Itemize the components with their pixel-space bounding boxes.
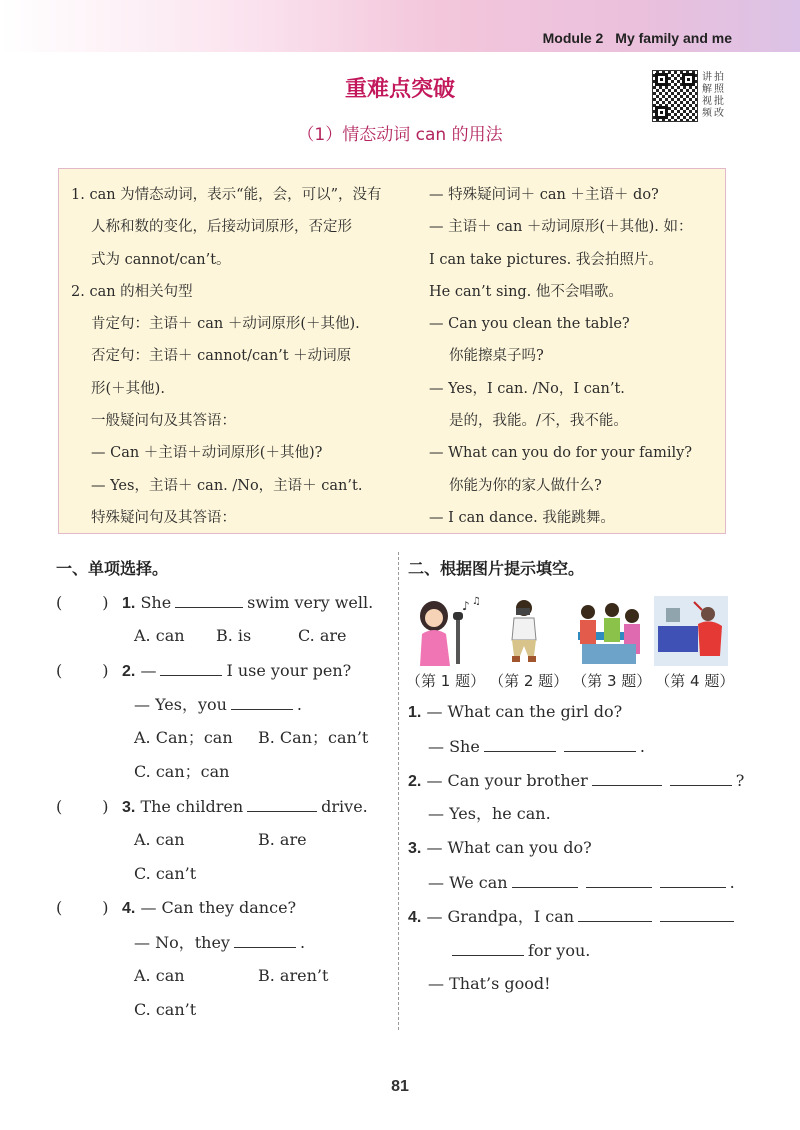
qr-caption: 讲 拍 解 照 视 批 频 改 (702, 72, 724, 119)
mc-options-4 (134, 964, 328, 988)
fill-question-2: 2. — Can your brother ? (408, 768, 744, 792)
page-number: 81 (391, 1078, 409, 1095)
fill-answer-4: — That’s good! (428, 974, 551, 993)
answer-blank[interactable] (484, 734, 556, 752)
answer-blank[interactable] (564, 734, 636, 752)
fill-question-1: 1. — What can the girl do? (408, 702, 623, 721)
caption-1: （第 1 题） (406, 672, 486, 690)
grandpa-fixing-picture (654, 596, 728, 666)
answer-blank[interactable] (452, 938, 524, 956)
page-title: 重难点突破 (344, 77, 455, 102)
answer-blank[interactable] (247, 794, 317, 812)
grammar-line: — Can ＋主语＋动词原形(＋其他)? (91, 445, 323, 462)
option-c[interactable]: C. are (298, 626, 347, 645)
answer-blank[interactable] (670, 768, 732, 786)
picture-strip (408, 596, 728, 668)
mc-question-1: ( ) 1. She swim very well. (56, 590, 373, 614)
answer-blank[interactable] (234, 930, 296, 948)
question-number: 1. (122, 595, 136, 612)
mc-options-3b (134, 862, 196, 886)
grammar-line: — I can dance. 我能跳舞。 (429, 509, 615, 526)
option-b[interactable]: B. aren’t (258, 966, 329, 985)
answer-bracket[interactable]: ( ) (56, 797, 109, 816)
module-number: Module 2 (542, 30, 604, 46)
grammar-line: 你能擦桌子吗? (449, 348, 544, 365)
answer-blank[interactable] (512, 870, 578, 888)
picture-captions (406, 670, 738, 691)
grammar-line: 形(＋其他). (91, 380, 165, 397)
grammar-line: 是的，我能。/不，我不能。 (449, 413, 628, 430)
grammar-line: — Can you clean the table? (429, 316, 630, 333)
grammar-line: I can take pictures. 我会拍照片。 (429, 251, 663, 268)
question-number: 4. (122, 900, 136, 917)
fill-answer-3: — We can . (428, 870, 735, 894)
girl-singing-picture (408, 596, 486, 666)
mc-answer-line-4: — No，they . (134, 930, 305, 954)
option-c[interactable]: C. can’t (134, 864, 197, 883)
option-b[interactable]: B. are (258, 830, 307, 849)
fill-question-3: 3. — What can you do? (408, 838, 592, 857)
grammar-line: 否定句：主语＋ cannot/can’t ＋动词原 (91, 348, 352, 365)
answer-blank[interactable] (160, 658, 222, 676)
section2-heading: 二、根据图片提示填空。 (408, 559, 585, 578)
grammar-box (58, 168, 726, 534)
svg-text:♫: ♫ (472, 596, 481, 607)
option-b[interactable]: B. is (216, 626, 252, 645)
option-c[interactable]: C. can’t (134, 1000, 197, 1019)
section1-heading: 一、单项选择。 (56, 559, 169, 578)
fill-answer-4-line2: for you. (448, 938, 590, 962)
caption-4: （第 4 题） (655, 672, 735, 690)
fill-answer-2: — Yes，he can. (428, 804, 551, 823)
option-a[interactable]: A. can (134, 830, 185, 849)
grammar-line: — 主语＋ can ＋动词原形(＋其他). 如： (429, 219, 693, 236)
section-subtitle: （1）情态动词 can 的用法 (297, 125, 503, 145)
answer-bracket[interactable]: ( ) (56, 898, 109, 917)
grammar-line: 1. can 为情态动词，表示“能，会，可以”，没有 (71, 187, 382, 203)
grammar-line: 你能为你的家人做什么? (449, 477, 602, 494)
grammar-line: — 特殊疑问词＋ can ＋主语＋ do? (429, 187, 659, 203)
grammar-line: — Yes，主语＋ can. /No，主语＋ can’t. (91, 477, 363, 494)
svg-text:♪: ♪ (462, 599, 470, 613)
question-number: 3. (122, 799, 136, 816)
mc-answer-line-2: — Yes，you . (134, 692, 302, 716)
grammar-line: — What can you do for your family? (429, 445, 693, 462)
unit-title: My family and me (615, 30, 732, 46)
fill-question-4: 4. — Grandpa，I can (408, 904, 738, 928)
qr-block[interactable] (652, 70, 726, 122)
question-number: 4. (408, 909, 422, 926)
qr-code-icon[interactable] (652, 70, 698, 122)
mc-options-1 (134, 624, 347, 648)
grammar-line: — Yes，I can. /No，I can’t. (429, 380, 625, 397)
grammar-line: 2. can 的相关句型 (71, 283, 193, 300)
caption-3: （第 3 题） (572, 672, 652, 690)
module-label (543, 30, 732, 46)
grammar-left-column (71, 179, 401, 534)
grammar-line: 人称和数的变化，后接动词原形，否定形 (91, 219, 352, 236)
grammar-line: 式为 cannot/can’t。 (91, 251, 231, 268)
grammar-line: 肯定句：主语＋ can ＋动词原形(＋其他). (91, 316, 360, 333)
grammar-line: 一般疑问句及其答语： (91, 413, 236, 430)
grammar-line: He can’t sing. 他不会唱歌。 (429, 283, 623, 300)
answer-blank[interactable] (660, 870, 726, 888)
mc-options-3 (134, 828, 307, 852)
question-number: 2. (122, 663, 136, 680)
answer-blank[interactable] (231, 692, 293, 710)
option-b[interactable]: B. Can；can’t (258, 728, 369, 747)
option-a[interactable]: A. can (134, 966, 185, 985)
answer-blank[interactable] (592, 768, 662, 786)
mc-options-2 (134, 726, 368, 750)
option-a[interactable]: A. Can；can (134, 728, 233, 747)
column-divider (398, 552, 399, 1030)
answer-blank[interactable] (578, 904, 652, 922)
answer-blank[interactable] (175, 590, 243, 608)
answer-blank[interactable] (660, 904, 734, 922)
grammar-line: 特殊疑问句及其答语： (91, 509, 236, 526)
family-cleaning-picture (572, 596, 646, 666)
answer-blank[interactable] (586, 870, 652, 888)
mc-options-2b (134, 760, 229, 784)
fill-answer-1: — She . (428, 734, 645, 758)
answer-bracket[interactable]: ( ) (56, 661, 109, 680)
question-number: 1. (408, 704, 422, 721)
caption-2: （第 2 题） (489, 672, 569, 690)
question-number: 3. (408, 840, 422, 857)
boy-taking-pictures-picture (494, 596, 564, 666)
grammar-right-column (429, 179, 719, 534)
option-a[interactable]: A. can (134, 626, 185, 645)
option-c[interactable]: C. can；can (134, 762, 230, 781)
mc-question-2: ( ) 2. — I use your pen? (56, 658, 351, 682)
answer-bracket[interactable]: ( ) (56, 593, 109, 612)
mc-question-3: ( ) 3. The children drive. (56, 794, 368, 818)
mc-options-4b (134, 998, 196, 1022)
question-number: 2. (408, 773, 422, 790)
mc-question-4: ( ) 4. — Can they dance? (56, 896, 296, 920)
